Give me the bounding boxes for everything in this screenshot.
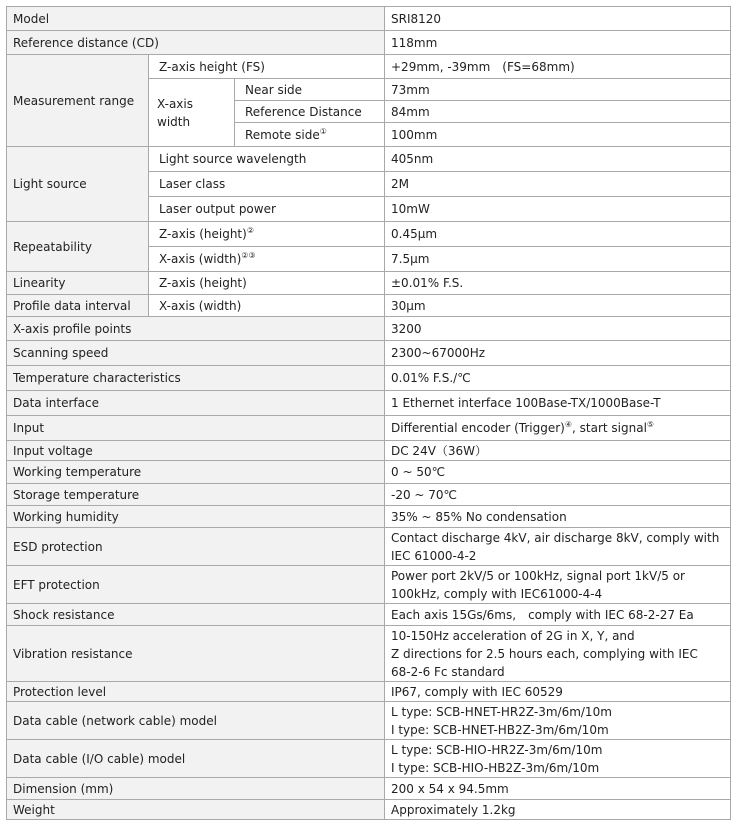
sub-label: Light source wavelength: [149, 147, 385, 172]
footnote-mark: ④: [564, 420, 573, 429]
row-label: Vibration resistance: [7, 626, 385, 682]
table-row: [7, 566, 731, 604]
row-label: Dimension (mm): [7, 778, 385, 800]
spec-table: [6, 6, 731, 820]
row-value: 2M: [385, 172, 731, 197]
table-row: [7, 461, 731, 484]
row-value: 118mm: [385, 31, 731, 55]
row-label: Data cable (network cable) model: [7, 702, 385, 740]
value-line: 10-150Hz acceleration of 2G in X, Y, and: [391, 628, 635, 643]
table-row: [7, 366, 731, 391]
row-label: Data cable (I/O cable) model: [7, 740, 385, 778]
footnote-mark: ②③: [241, 251, 256, 260]
row-value: 3200: [385, 317, 731, 341]
row-value: 73mm: [385, 79, 731, 101]
row-label: Model: [7, 7, 385, 31]
table-row: [7, 778, 731, 800]
value-line: L type: SCB-HNET-HR2Z-3m/6m/10m: [391, 704, 612, 719]
table-row: [7, 626, 731, 682]
row-value: SRI8120: [385, 7, 731, 31]
row-value: +29mm, -39mm (FS=68mm): [385, 55, 731, 79]
value-line: I type: SCB-HIO-HB2Z-3m/6m/10m: [391, 760, 600, 775]
row-value: [385, 416, 731, 441]
sub-sub-label: Reference Distance: [235, 101, 385, 123]
table-row: [7, 147, 731, 172]
value-line: IEC 61000-4-2: [391, 548, 477, 563]
row-value: 10mW: [385, 197, 731, 222]
table-row: [7, 702, 731, 740]
sub-label: Z-axis (height): [149, 272, 385, 295]
footnote-mark: ①: [319, 126, 327, 136]
row-label: Reference distance (CD): [7, 31, 385, 55]
table-row: [7, 222, 731, 247]
row-value: 0.01% F.S./℃: [385, 366, 731, 391]
row-value: 405nm: [385, 147, 731, 172]
row-value: Each axis 15Gs/6ms, comply with IEC 68-2-27 Ea: [385, 604, 731, 626]
sub-label: [149, 247, 385, 272]
table-row: [7, 528, 731, 566]
value-line: Z directions for 2.5 hours each, complying with IEC: [391, 646, 698, 661]
table-row: [7, 272, 731, 295]
row-value: DC 24V（36W）: [385, 441, 731, 461]
table-row: [7, 31, 731, 55]
row-label: Storage temperature: [7, 484, 385, 506]
table-row: [7, 7, 731, 31]
row-value: Approximately 1.2kg: [385, 800, 731, 820]
footnote-mark: ⑤: [646, 420, 655, 429]
sub-sub-label: [235, 123, 385, 147]
row-label: Input: [7, 416, 385, 441]
sub-label: X-axis (width): [149, 295, 385, 317]
row-label: Shock resistance: [7, 604, 385, 626]
label-text: X-axis (width): [159, 252, 242, 266]
row-value: 1 Ethernet interface 100Base-TX/1000Base-T: [385, 391, 731, 416]
row-label: Linearity: [7, 272, 149, 295]
row-value: 35% ~ 85% No condensation: [385, 506, 731, 528]
row-value: [385, 528, 731, 566]
label-text: Z-axis (height): [159, 227, 247, 241]
table-row: [7, 506, 731, 528]
row-value: IP67, comply with IEC 60529: [385, 682, 731, 702]
value-line: 68-2-6 Fc standard: [391, 664, 505, 679]
row-value: 100mm: [385, 123, 731, 147]
table-row: [7, 341, 731, 366]
row-value: 0 ~ 50℃: [385, 461, 731, 484]
row-label: Measurement range: [7, 55, 149, 147]
row-value: 84mm: [385, 101, 731, 123]
sub-label: X-axis width: [149, 79, 235, 147]
table-row: [7, 441, 731, 461]
table-row: [7, 295, 731, 317]
label-text: Remote side: [245, 127, 320, 142]
row-value: [385, 740, 731, 778]
row-value: 2300~67000Hz: [385, 341, 731, 366]
row-label: Working humidity: [7, 506, 385, 528]
row-label: Protection level: [7, 682, 385, 702]
row-value: [385, 626, 731, 682]
row-label: Working temperature: [7, 461, 385, 484]
table-row: [7, 391, 731, 416]
row-label: Profile data interval: [7, 295, 149, 317]
value-line: 100kHz, comply with IEC61000-4-4: [391, 586, 603, 601]
table-row: [7, 55, 731, 79]
value-line: I type: SCB-HNET-HB2Z-3m/6m/10m: [391, 722, 609, 737]
row-value: 200 x 54 x 94.5mm: [385, 778, 731, 800]
value-text: , start signal: [572, 421, 647, 435]
value-line: Power port 2kV/5 or 100kHz, signal port 1kV/5 or: [391, 568, 685, 583]
table-row: [7, 740, 731, 778]
table-row: [7, 604, 731, 626]
row-value: -20 ~ 70℃: [385, 484, 731, 506]
value-line: L type: SCB-HIO-HR2Z-3m/6m/10m: [391, 742, 603, 757]
sub-label: Laser class: [149, 172, 385, 197]
row-label: ESD protection: [7, 528, 385, 566]
table-row: [7, 317, 731, 341]
row-label: Scanning speed: [7, 341, 385, 366]
row-label: Data interface: [7, 391, 385, 416]
row-label: Input voltage: [7, 441, 385, 461]
row-label: Weight: [7, 800, 385, 820]
sub-label: Z-axis height (FS): [149, 55, 385, 79]
value-text: Differential encoder (Trigger): [391, 421, 565, 435]
table-row: [7, 682, 731, 702]
row-value: [385, 702, 731, 740]
table-row: [7, 484, 731, 506]
sub-label: [149, 222, 385, 247]
table-row: [7, 800, 731, 820]
table-row: [7, 416, 731, 441]
row-value: 0.45μm: [385, 222, 731, 247]
row-value: 7.5μm: [385, 247, 731, 272]
row-value: ±0.01% F.S.: [385, 272, 731, 295]
footnote-mark: ②: [246, 226, 254, 235]
value-line: Contact discharge 4kV, air discharge 8kV, comply with: [391, 530, 720, 545]
row-label: Light source: [7, 147, 149, 222]
sub-label: Laser output power: [149, 197, 385, 222]
row-label: Repeatability: [7, 222, 149, 272]
sub-sub-label: Near side: [235, 79, 385, 101]
row-value: 30μm: [385, 295, 731, 317]
row-label: Temperature characteristics: [7, 366, 385, 391]
row-value: [385, 566, 731, 604]
row-label: EFT protection: [7, 566, 385, 604]
row-label: X-axis profile points: [7, 317, 385, 341]
